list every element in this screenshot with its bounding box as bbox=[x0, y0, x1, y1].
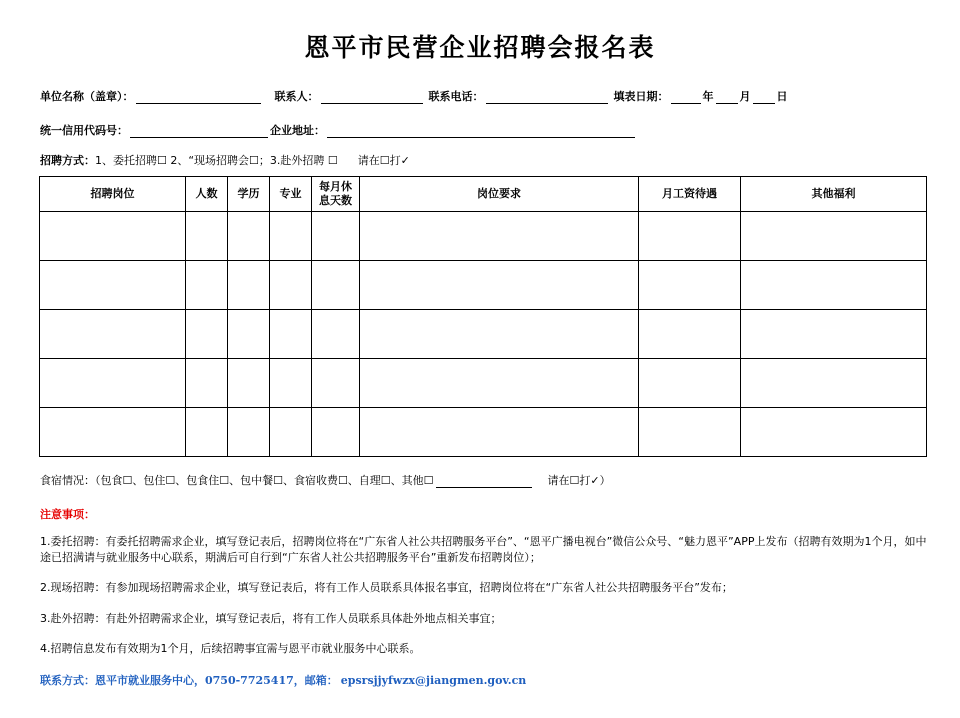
table-cell[interactable] bbox=[270, 261, 312, 310]
table-cell[interactable] bbox=[270, 212, 312, 261]
table-cell[interactable] bbox=[639, 359, 741, 408]
table-cell[interactable] bbox=[312, 212, 360, 261]
unit-name-field[interactable] bbox=[136, 91, 261, 104]
day-field[interactable] bbox=[753, 91, 775, 104]
recruit-method-line bbox=[40, 152, 410, 168]
header-salary: 月工资待遇 bbox=[639, 177, 741, 212]
notes-title: 注意事项： bbox=[40, 508, 95, 521]
table-cell[interactable] bbox=[228, 359, 270, 408]
food-lodging-options[interactable]: 食宿情况：（包食☐、包住☐、包食住☐、包中餐☐、食宿收费☐、自理☐、其他☐ bbox=[40, 474, 434, 487]
table-cell[interactable] bbox=[228, 261, 270, 310]
note-item-4: 4.招聘信息发布有效期为1个月，后续招聘事宜需与恩平市就业服务中心联系。 bbox=[40, 642, 421, 655]
table-cell[interactable] bbox=[186, 261, 228, 310]
table-cell[interactable] bbox=[639, 212, 741, 261]
table-cell[interactable] bbox=[40, 408, 186, 457]
month-label: 月 bbox=[739, 90, 751, 103]
table-cell[interactable] bbox=[270, 359, 312, 408]
table-cell[interactable] bbox=[639, 408, 741, 457]
table-cell[interactable] bbox=[312, 359, 360, 408]
table-cell[interactable] bbox=[40, 310, 186, 359]
header-education: 学历 bbox=[228, 177, 270, 212]
table-cell[interactable] bbox=[40, 359, 186, 408]
food-lodging-line bbox=[40, 472, 611, 488]
table-cell[interactable] bbox=[228, 310, 270, 359]
contact-person-field[interactable] bbox=[321, 91, 423, 104]
table-cell[interactable] bbox=[360, 261, 639, 310]
header-rest-days: 每月休息天数 bbox=[312, 177, 360, 212]
info-line-1 bbox=[40, 88, 788, 104]
table-row bbox=[40, 359, 927, 408]
table-cell[interactable] bbox=[741, 261, 927, 310]
note-item-2: 2.现场招聘：有参加现场招聘需求企业，填写登记表后，将有工作人员联系具体报名事宜，招聘岗位将在“广东省人社公共招聘服务平台”发布； bbox=[40, 581, 733, 594]
table-cell[interactable] bbox=[270, 310, 312, 359]
header-major: 专业 bbox=[270, 177, 312, 212]
recruitment-table bbox=[39, 176, 927, 457]
table-cell[interactable] bbox=[228, 212, 270, 261]
table-cell[interactable] bbox=[186, 359, 228, 408]
table-cell[interactable] bbox=[312, 310, 360, 359]
phone-field[interactable] bbox=[486, 91, 608, 104]
table-cell[interactable] bbox=[40, 261, 186, 310]
table-cell[interactable] bbox=[186, 310, 228, 359]
table-cell[interactable] bbox=[40, 212, 186, 261]
year-field[interactable] bbox=[671, 91, 701, 104]
table-cell[interactable] bbox=[639, 310, 741, 359]
table-cell[interactable] bbox=[312, 261, 360, 310]
credit-code-label: 统一信用代码号： bbox=[40, 124, 128, 137]
contact-label: 联系方式：恩平市就业服务中心， bbox=[40, 674, 205, 687]
food-other-field[interactable] bbox=[436, 475, 532, 488]
table-cell[interactable] bbox=[228, 408, 270, 457]
note-item-3: 3.赴外招聘：有赴外招聘需求企业，填写登记表后，将有工作人员联系具体赴外地点相关事宜； bbox=[40, 612, 502, 625]
contact-line bbox=[40, 672, 526, 688]
contact-phone: 0750-7725417， bbox=[205, 674, 305, 687]
recruit-method-options[interactable]: 1、委托招聘☐ 2、“现场招聘会☐；3.赴外招聘 ☐ bbox=[95, 154, 338, 167]
table-row bbox=[40, 212, 927, 261]
header-headcount: 人数 bbox=[186, 177, 228, 212]
table-row bbox=[40, 261, 927, 310]
unit-name-label: 单位名称（盖章）： bbox=[40, 90, 134, 103]
table-cell[interactable] bbox=[186, 212, 228, 261]
date-label: 填表日期： bbox=[613, 90, 669, 103]
table-cell[interactable] bbox=[360, 408, 639, 457]
header-requirements: 岗位要求 bbox=[360, 177, 639, 212]
table-cell[interactable] bbox=[741, 212, 927, 261]
header-benefits: 其他福利 bbox=[741, 177, 927, 212]
page-title: 恩平市民营企业招聘会报名表 bbox=[304, 33, 656, 62]
credit-code-field[interactable] bbox=[130, 125, 268, 138]
table-row bbox=[40, 310, 927, 359]
table-cell[interactable] bbox=[270, 408, 312, 457]
month-field[interactable] bbox=[716, 91, 738, 104]
table-cell[interactable] bbox=[186, 408, 228, 457]
table-cell[interactable] bbox=[312, 408, 360, 457]
table-cell[interactable] bbox=[741, 359, 927, 408]
table-row bbox=[40, 408, 927, 457]
address-field[interactable] bbox=[327, 125, 635, 138]
note-item-1: 1.委托招聘：有委托招聘需求企业，填写登记表后，招聘岗位将在“广东省人社公共招聘服务平台”、“恩平广播电视台”微信公众号、“魅力恩平”APP上发布（招聘有效期为1个月，如中途已招满请与就业服务中心联系，期满后可自行到“广东省人社公共招聘服务平台”重新发布招聘岗位）； bbox=[40, 535, 927, 564]
table-cell[interactable] bbox=[360, 310, 639, 359]
address-label: 企业地址： bbox=[270, 124, 325, 137]
table-header-row bbox=[40, 177, 927, 212]
day-label: 日 bbox=[776, 90, 788, 103]
table-cell[interactable] bbox=[741, 408, 927, 457]
year-label: 年 bbox=[702, 90, 714, 103]
table-cell[interactable] bbox=[639, 261, 741, 310]
recruit-method-tick-hint: 请在☐打✓ bbox=[357, 154, 410, 167]
table-cell[interactable] bbox=[360, 359, 639, 408]
recruit-method-label: 招聘方式： bbox=[40, 154, 95, 167]
header-position: 招聘岗位 bbox=[40, 177, 186, 212]
email-label: 邮箱： bbox=[304, 674, 338, 687]
phone-label: 联系电话： bbox=[428, 90, 484, 103]
table-cell[interactable] bbox=[360, 212, 639, 261]
info-line-2 bbox=[40, 122, 637, 138]
contact-person-label: 联系人： bbox=[274, 90, 319, 103]
table-cell[interactable] bbox=[741, 310, 927, 359]
email-link[interactable]: epsrsjjyfwzx@jiangmen.gov.cn bbox=[340, 674, 527, 687]
food-tick-hint: 请在☐打✓） bbox=[547, 474, 611, 487]
